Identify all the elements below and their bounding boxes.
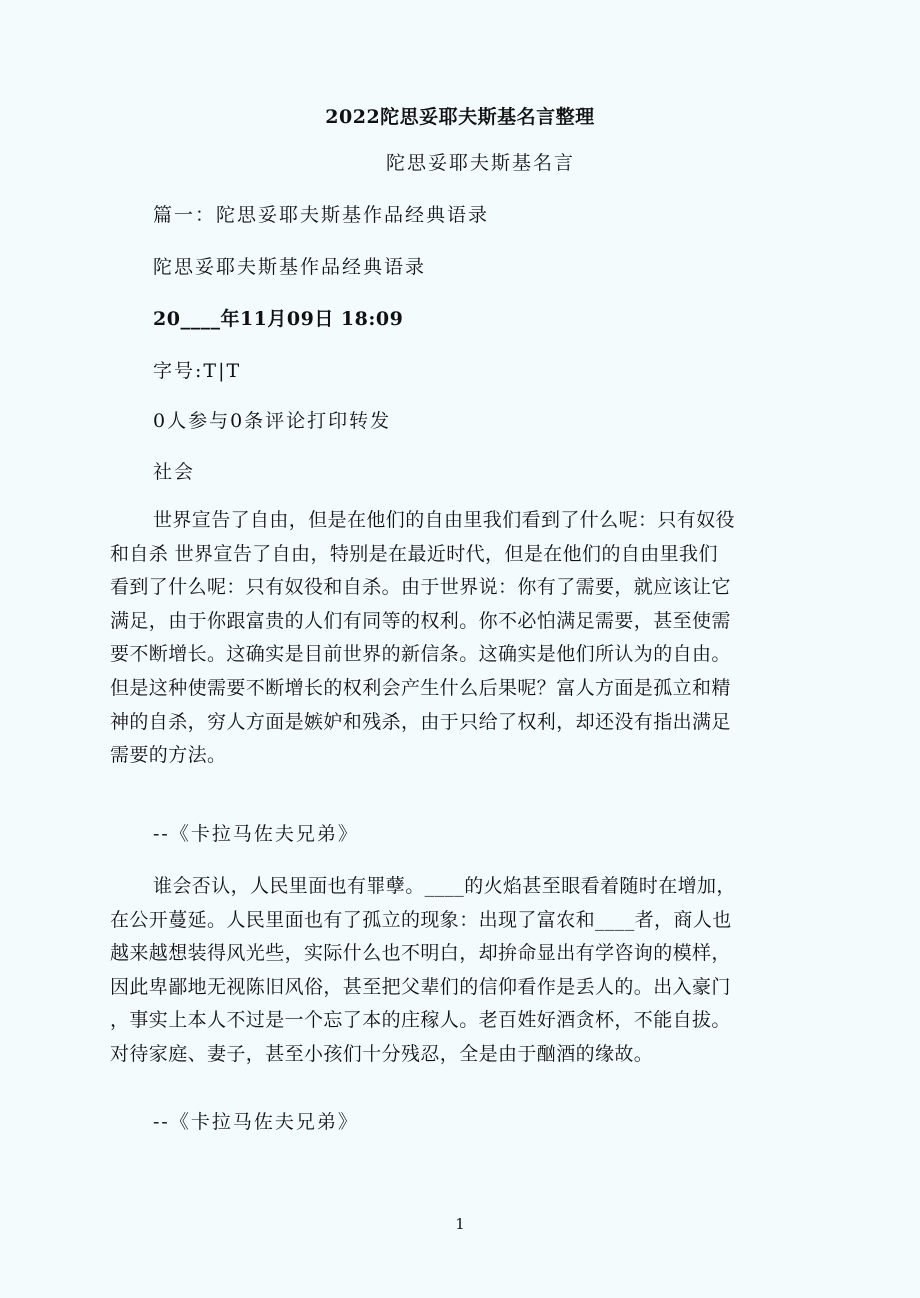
- paragraph-line: 神的自杀，穷人方面是嫉妒和残杀，由于只给了权利，却还没有指出满足: [110, 710, 731, 733]
- font-size-label: 字号:T|T: [153, 360, 242, 382]
- paragraph-line: 要不断增长。这确实是目前世界的新信条。这确实是他们所认为的自由。: [110, 643, 731, 666]
- paragraph-line: 谁会否认，人民里面也有罪孽。____的火焰甚至眼看着随时在增加，: [153, 875, 736, 897]
- paragraph-line: 在公开蔓延。人民里面也有了孤立的现象：出现了富农和____者，商人也: [110, 908, 732, 931]
- attribution-2: --《卡拉马佐夫兄弟》: [153, 1111, 359, 1133]
- paragraph-line: 因此卑鄙地无视陈旧风俗，甚至把父辈们的信仰看作是丢人的。出入豪门: [110, 975, 731, 998]
- article-meta: 0人参与0条评论打印转发: [153, 410, 392, 432]
- article-title: 陀思妥耶夫斯基作品经典语录: [153, 256, 427, 278]
- paragraph-line: 满足，由于你跟富贵的人们有同等的权利。你不必怕满足需要，甚至使需: [110, 609, 731, 632]
- article-category: 社会: [153, 461, 196, 483]
- chapter-heading: 篇一：陀思妥耶夫斯基作品经典语录: [153, 204, 490, 226]
- paragraph-line: 对待家庭、妻子，甚至小孩们十分残忍，全是由于酗酒的缘故。: [110, 1042, 654, 1065]
- paragraph-line: 越来越想装得风光些，实际什么也不明白，却拚命显出有学咨询的模样，: [110, 942, 731, 965]
- paragraph-line: 需要的方法。: [110, 744, 227, 767]
- paragraph-line: ，事实上本人不过是一个忘了本的庄稼人。老百姓好酒贪杯，不能自拔。: [110, 1009, 731, 1032]
- page-number: 1: [455, 1215, 465, 1233]
- paragraph-line: 世界宣告了自由，但是在他们的自由里我们看到了什么呢：只有奴役: [153, 509, 736, 531]
- paragraph-line: 和自杀 世界宣告了自由，特别是在最近时代，但是在他们的自由里我们: [110, 542, 718, 565]
- paragraph-line: 看到了什么呢：只有奴役和自杀。由于世界说：你有了需要，就应该让它: [110, 576, 731, 599]
- paragraph-line: 但是这种使需要不断增长的权利会产生什么后果呢？富人方面是孤立和精: [110, 676, 731, 699]
- paragraph-2: [110, 870, 810, 1072]
- paragraph-1: [110, 504, 810, 773]
- document-title: 2022陀思妥耶夫斯基名言整理: [325, 106, 595, 128]
- document-subtitle: 陀思妥耶夫斯基名言: [386, 152, 576, 174]
- article-datetime: 20____年11月09日 18:09: [153, 308, 404, 330]
- attribution-1: --《卡拉马佐夫兄弟》: [153, 823, 359, 845]
